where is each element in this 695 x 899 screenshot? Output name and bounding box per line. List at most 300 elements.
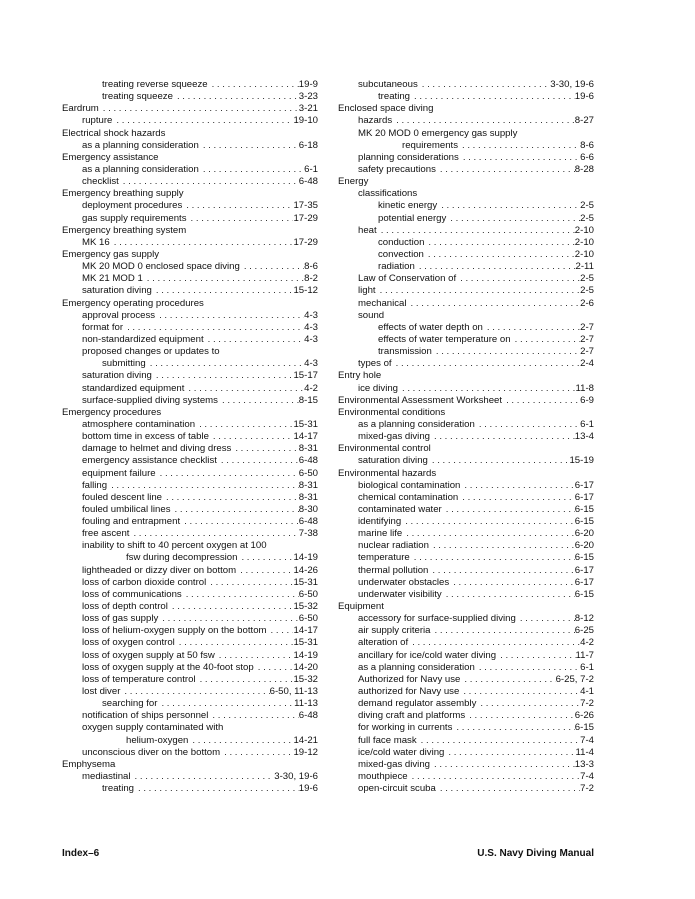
page-reference: 4-3 xyxy=(304,333,318,345)
index-entry xyxy=(338,273,594,285)
dot-leader xyxy=(410,552,575,564)
index-entry xyxy=(338,358,594,370)
dot-leader xyxy=(432,346,580,358)
dot-leader xyxy=(408,637,580,649)
index-term: loss of depth control xyxy=(82,601,168,613)
index-entry xyxy=(338,164,594,176)
index-term: loss of carbon dioxide control xyxy=(82,576,207,588)
index-term: convection xyxy=(378,248,424,260)
page-reference: 8-31 xyxy=(298,443,318,455)
index-term: falling xyxy=(82,479,108,491)
index-entry xyxy=(338,285,594,297)
page-reference: 17-29 xyxy=(293,236,318,248)
page-reference: 13-3 xyxy=(574,758,594,770)
page-reference: 19-10 xyxy=(293,115,318,127)
index-entry xyxy=(338,674,594,686)
index-entry xyxy=(62,225,318,237)
index-entry xyxy=(338,601,594,613)
page-reference: 8-27 xyxy=(574,115,594,127)
index-term: ice/cold water diving xyxy=(358,746,445,758)
page-reference: 6-25, 7-2 xyxy=(555,673,594,685)
index-entry xyxy=(338,383,594,395)
dot-leader xyxy=(446,213,580,225)
index-term: biological contamination xyxy=(358,479,461,491)
index-term: mixed-gas diving xyxy=(358,758,430,770)
index-entry xyxy=(62,540,318,552)
dot-leader xyxy=(376,285,581,297)
index-term: lightheaded or dizzy diver on bottom xyxy=(82,564,237,576)
page-reference: 15-32 xyxy=(293,601,318,613)
index-entry xyxy=(62,480,318,492)
page-reference: 7-4 xyxy=(580,734,594,746)
index-term: full face mask xyxy=(358,734,417,746)
page-reference: 14-21 xyxy=(293,734,318,746)
index-entry xyxy=(338,188,594,200)
index-term: mechanical xyxy=(358,297,407,309)
page-reference: 6-15 xyxy=(574,722,594,734)
index-entry xyxy=(338,480,594,492)
page-reference: 15-12 xyxy=(293,285,318,297)
dot-leader xyxy=(408,771,581,783)
index-entry xyxy=(62,322,318,334)
page-reference: 4-1 xyxy=(580,686,594,698)
index-entry xyxy=(338,322,594,334)
dot-leader xyxy=(182,200,293,212)
page-reference: 6-50 xyxy=(298,613,318,625)
index-entry xyxy=(338,298,594,310)
index-term: fouled descent line xyxy=(82,491,163,503)
index-entry xyxy=(338,783,594,795)
index-term: hazards xyxy=(358,115,393,127)
index-term: Emergency assistance xyxy=(62,151,159,163)
page-reference: 6-48 xyxy=(298,176,318,188)
index-entry xyxy=(62,528,318,540)
dot-leader xyxy=(458,140,580,152)
index-term: saturation diving xyxy=(358,455,428,467)
index-term: marine life xyxy=(358,528,403,540)
dot-leader xyxy=(188,735,293,747)
dot-leader xyxy=(401,516,575,528)
page-reference: 2-7 xyxy=(580,321,594,333)
page-reference: 6-48 xyxy=(298,455,318,467)
page-reference: 4-3 xyxy=(304,358,318,370)
index-entry xyxy=(62,298,318,310)
index-entry xyxy=(62,115,318,127)
page-reference: 2-5 xyxy=(580,285,594,297)
index-term: unconscious diver on the bottom xyxy=(82,746,221,758)
page-reference: 2-6 xyxy=(580,297,594,309)
dot-leader xyxy=(496,650,575,662)
index-term: types of xyxy=(358,358,392,370)
dot-leader xyxy=(152,370,294,382)
index-entry xyxy=(62,504,318,516)
index-entry xyxy=(338,759,594,771)
page-reference: 6-17 xyxy=(574,491,594,503)
page-reference: 6-18 xyxy=(298,139,318,151)
index-term: Environmental hazards xyxy=(338,467,437,479)
page-reference: 6-20 xyxy=(574,540,594,552)
index-term: underwater visibility xyxy=(358,588,442,600)
page-reference: 15-19 xyxy=(569,455,594,467)
index-term: demand regulator assembly xyxy=(358,698,477,710)
dot-leader xyxy=(429,540,575,552)
page-reference: 14-20 xyxy=(293,661,318,673)
dot-leader xyxy=(209,431,294,443)
index-term: inability to shift to 40 percent oxygen at 100 xyxy=(82,540,267,552)
index-entry xyxy=(62,783,318,795)
dot-leader xyxy=(402,528,575,540)
dot-leader xyxy=(424,249,575,261)
index-entry xyxy=(338,176,594,188)
page-reference: 8-6 xyxy=(304,261,318,273)
index-term: nuclear radiation xyxy=(358,540,429,552)
index-entry xyxy=(338,395,594,407)
dot-leader xyxy=(476,698,580,710)
index-entry xyxy=(338,468,594,480)
page-reference: 2-5 xyxy=(580,200,594,212)
dot-leader xyxy=(428,455,570,467)
index-entry xyxy=(62,698,318,710)
page-reference: 3-30, 19-6 xyxy=(550,79,594,90)
dot-leader xyxy=(444,747,575,759)
index-entry xyxy=(338,91,594,103)
index-term: classifications xyxy=(358,188,418,200)
page-reference: 14-17 xyxy=(293,431,318,443)
dot-leader xyxy=(199,164,304,176)
index-entry xyxy=(338,455,594,467)
page-reference: 11-13 xyxy=(294,698,318,710)
dot-leader xyxy=(459,152,580,164)
dot-leader xyxy=(392,115,575,127)
index-term: approval process xyxy=(82,309,156,321)
dot-leader xyxy=(187,213,294,225)
index-entry xyxy=(338,115,594,127)
index-entry xyxy=(62,249,318,261)
page-reference: 15-17 xyxy=(293,370,318,382)
index-term: as a planning consideration xyxy=(82,163,199,175)
dot-leader xyxy=(110,237,294,249)
page-reference: 7-4 xyxy=(580,771,594,783)
page-reference: 19-6 xyxy=(298,783,318,795)
dot-leader xyxy=(377,225,575,237)
page-reference: 4-2 xyxy=(580,637,594,649)
page-reference: 14-26 xyxy=(293,564,318,576)
index-term: mediastinal xyxy=(82,771,131,783)
index-entry xyxy=(338,540,594,552)
index-term: Energy xyxy=(338,176,369,188)
index-entry xyxy=(338,528,594,540)
index-term: effects of water depth on xyxy=(378,321,483,333)
index-term: loss of gas supply xyxy=(82,613,159,625)
dot-leader xyxy=(123,322,304,334)
index-entry xyxy=(338,346,594,358)
index-term: treating xyxy=(102,783,134,795)
index-term: mouthpiece xyxy=(358,771,408,783)
dot-leader xyxy=(196,674,294,686)
index-term: planning considerations xyxy=(358,151,459,163)
index-term: helium-oxygen xyxy=(126,734,189,746)
dot-leader xyxy=(460,480,574,492)
dot-leader xyxy=(208,710,298,722)
index-term: diving craft and platforms xyxy=(358,710,466,722)
page-reference: 8-15 xyxy=(298,394,318,406)
index-term: open-circuit scuba xyxy=(358,783,436,795)
page-reference: 6-50 xyxy=(298,588,318,600)
page-reference: 8-12 xyxy=(574,613,594,625)
dot-leader xyxy=(437,200,580,212)
index-entry xyxy=(62,637,318,649)
index-term: Emphysema xyxy=(62,758,116,770)
dot-leader xyxy=(156,468,299,480)
index-term: fouled umbilical lines xyxy=(82,503,171,515)
dot-leader xyxy=(175,637,294,649)
page-reference: 6-17 xyxy=(574,479,594,491)
index-term: treating reverse squeeze xyxy=(102,79,208,90)
index-term: damage to helmet and diving dress xyxy=(82,443,232,455)
index-entry xyxy=(338,625,594,637)
page-reference: 2-10 xyxy=(574,224,594,236)
index-term: fouling and entrapment xyxy=(82,516,181,528)
index-term: Environmental Assessment Worksheet xyxy=(338,394,503,406)
page-reference: 6-17 xyxy=(574,564,594,576)
index-entry xyxy=(62,237,318,249)
page-reference: 7-2 xyxy=(580,783,594,795)
index-entry xyxy=(338,552,594,564)
page-reference: 8-31 xyxy=(298,491,318,503)
index-entry xyxy=(62,686,318,698)
index-entry xyxy=(338,200,594,212)
index-entry xyxy=(62,152,318,164)
index-entry xyxy=(62,334,318,346)
index-entry xyxy=(62,213,318,225)
index-term: ice diving xyxy=(358,382,398,394)
index-entry xyxy=(338,152,594,164)
index-term: Emergency procedures xyxy=(62,406,162,418)
dot-leader xyxy=(129,528,298,540)
dot-leader xyxy=(237,552,293,564)
page-reference: 6-1 xyxy=(580,661,594,673)
index-term: saturation diving xyxy=(82,370,152,382)
index-entry xyxy=(338,650,594,662)
index-term: effects of water temperature on xyxy=(378,333,511,345)
index-entry xyxy=(62,722,318,734)
dot-leader xyxy=(199,140,299,152)
dot-leader xyxy=(171,504,299,516)
dot-leader xyxy=(155,310,304,322)
index-term: atmosphere contamination xyxy=(82,418,196,430)
index-entry xyxy=(338,261,594,273)
index-entry xyxy=(62,759,318,771)
index-entry xyxy=(62,200,318,212)
page-reference: 6-20 xyxy=(574,528,594,540)
page-reference: 2-4 xyxy=(580,358,594,370)
index-term: safety precautions xyxy=(358,163,436,175)
page-reference: 14-19 xyxy=(293,649,318,661)
dot-leader xyxy=(119,176,299,188)
index-entry xyxy=(62,346,318,358)
page-reference: 6-26 xyxy=(574,710,594,722)
page-reference: 6-1 xyxy=(580,418,594,430)
dot-leader xyxy=(217,455,299,467)
index-term: lost diver xyxy=(82,686,121,698)
index-entry xyxy=(338,735,594,747)
index-entry xyxy=(338,686,594,698)
index-entry xyxy=(62,747,318,759)
dot-leader xyxy=(146,358,304,370)
page-reference: 6-17 xyxy=(574,576,594,588)
page-reference: 4-3 xyxy=(304,321,318,333)
index-term: non-standardized equipment xyxy=(82,333,204,345)
index-term: checklist xyxy=(82,176,119,188)
index-entry xyxy=(338,128,594,140)
index-term: contaminated water xyxy=(358,503,442,515)
index-entry xyxy=(338,747,594,759)
index-term: Emergency gas supply xyxy=(62,248,160,260)
page-reference: 6-9 xyxy=(580,394,594,406)
page-reference: 11-8 xyxy=(575,382,594,394)
index-entry xyxy=(338,637,594,649)
dot-leader xyxy=(254,662,294,674)
index-entry xyxy=(62,79,318,91)
index-term: transmission xyxy=(378,346,432,358)
page-reference: 6-1 xyxy=(304,163,318,175)
page-reference: 6-48 xyxy=(298,516,318,528)
page-reference: 6-15 xyxy=(574,552,594,564)
index-entry xyxy=(62,443,318,455)
index-entry xyxy=(62,710,318,722)
page-reference: 6-48 xyxy=(298,710,318,722)
page-reference: 15-31 xyxy=(293,576,318,588)
index-term: loss of oxygen supply at 50 fsw xyxy=(82,649,215,661)
index-term: deployment procedures xyxy=(82,200,183,212)
dot-leader xyxy=(415,261,576,273)
index-term: submitting xyxy=(102,358,146,370)
index-entry xyxy=(62,565,318,577)
dot-leader xyxy=(458,492,575,504)
index-entry xyxy=(62,419,318,431)
index-term: sound xyxy=(358,309,385,321)
index-entry xyxy=(338,407,594,419)
dot-leader xyxy=(184,383,304,395)
index-term: searching for xyxy=(102,698,158,710)
page-reference: 6-6 xyxy=(580,151,594,163)
index-entry xyxy=(338,504,594,516)
index-entry xyxy=(62,662,318,674)
page-reference: 14-17 xyxy=(293,625,318,637)
index-entry xyxy=(338,431,594,443)
index-entry xyxy=(338,722,594,734)
dot-leader xyxy=(215,650,294,662)
dot-leader xyxy=(236,565,293,577)
dot-leader xyxy=(231,443,298,455)
dot-leader xyxy=(475,419,580,431)
index-entry xyxy=(62,285,318,297)
index-entry xyxy=(62,140,318,152)
index-term: surface-supplied diving systems xyxy=(82,394,218,406)
index-term: kinetic energy xyxy=(378,200,438,212)
index-entry xyxy=(338,79,594,91)
page-reference: 19-12 xyxy=(293,746,318,758)
dot-leader xyxy=(220,747,293,759)
dot-leader xyxy=(180,516,299,528)
index-term: Environmental conditions xyxy=(338,406,446,418)
dot-leader xyxy=(428,565,574,577)
index-term: proposed changes or updates to xyxy=(82,346,220,358)
page-reference: 17-35 xyxy=(293,200,318,212)
dot-leader xyxy=(107,480,299,492)
index-term: as a planning consideration xyxy=(358,661,475,673)
page-reference: 13-4 xyxy=(574,431,594,443)
page-reference: 4-3 xyxy=(304,309,318,321)
page-reference: 8-28 xyxy=(574,163,594,175)
index-entry xyxy=(338,225,594,237)
index-term: saturation diving xyxy=(82,285,152,297)
index-entry xyxy=(62,492,318,504)
index-entry xyxy=(338,370,594,382)
dot-leader xyxy=(483,322,580,334)
dot-leader xyxy=(424,237,574,249)
index-term: standardized equipment xyxy=(82,382,185,394)
index-entry xyxy=(62,552,318,564)
dot-leader xyxy=(465,710,575,722)
index-term: as a planning consideration xyxy=(358,418,475,430)
index-entry xyxy=(62,310,318,322)
dot-leader xyxy=(143,273,304,285)
page-reference: 4-2 xyxy=(304,382,318,394)
index-term: oxygen supply contaminated with xyxy=(82,722,224,734)
index-entry xyxy=(62,383,318,395)
page-reference: 19-6 xyxy=(574,91,594,103)
footer-page-number: Index–6 xyxy=(62,848,100,859)
page-reference: 14-19 xyxy=(293,552,318,564)
index-term: MK 21 MOD 1 xyxy=(82,273,143,285)
index-term: loss of oxygen supply at the 40-foot stop xyxy=(82,661,254,673)
index-entry xyxy=(62,771,318,783)
dot-leader xyxy=(99,103,299,115)
dot-leader xyxy=(418,79,551,91)
index-term: subcutaneous xyxy=(358,79,418,90)
index-term: treating xyxy=(378,91,410,103)
index-entry xyxy=(62,735,318,747)
dot-leader xyxy=(436,164,575,176)
index-entry xyxy=(338,516,594,528)
index-term: requirements xyxy=(402,139,458,151)
dot-leader xyxy=(442,504,575,516)
index-entry xyxy=(62,650,318,662)
index-entry xyxy=(62,164,318,176)
index-entry xyxy=(338,249,594,261)
dot-leader xyxy=(502,395,580,407)
index-term: equipment failure xyxy=(82,467,156,479)
page-reference: 7-38 xyxy=(298,528,318,540)
dot-leader xyxy=(158,613,299,625)
page-reference: 15-31 xyxy=(293,418,318,430)
index-term: MK 20 MOD 0 emergency gas supply xyxy=(358,127,518,139)
index-term: Entry hole xyxy=(338,370,382,382)
index-term: alteration of xyxy=(358,637,409,649)
index-entry xyxy=(62,176,318,188)
page-reference: 6-15 xyxy=(574,588,594,600)
index-entry xyxy=(62,261,318,273)
dot-leader xyxy=(431,625,575,637)
index-term: ancillary for ice/cold water diving xyxy=(358,649,497,661)
index-term: Emergency breathing system xyxy=(62,224,187,236)
index-entry xyxy=(338,613,594,625)
page-reference: 3-23 xyxy=(298,91,318,103)
page-reference: 15-31 xyxy=(293,637,318,649)
index-term: bottom time in excess of table xyxy=(82,431,209,443)
index-term: MK 16 xyxy=(82,236,110,248)
